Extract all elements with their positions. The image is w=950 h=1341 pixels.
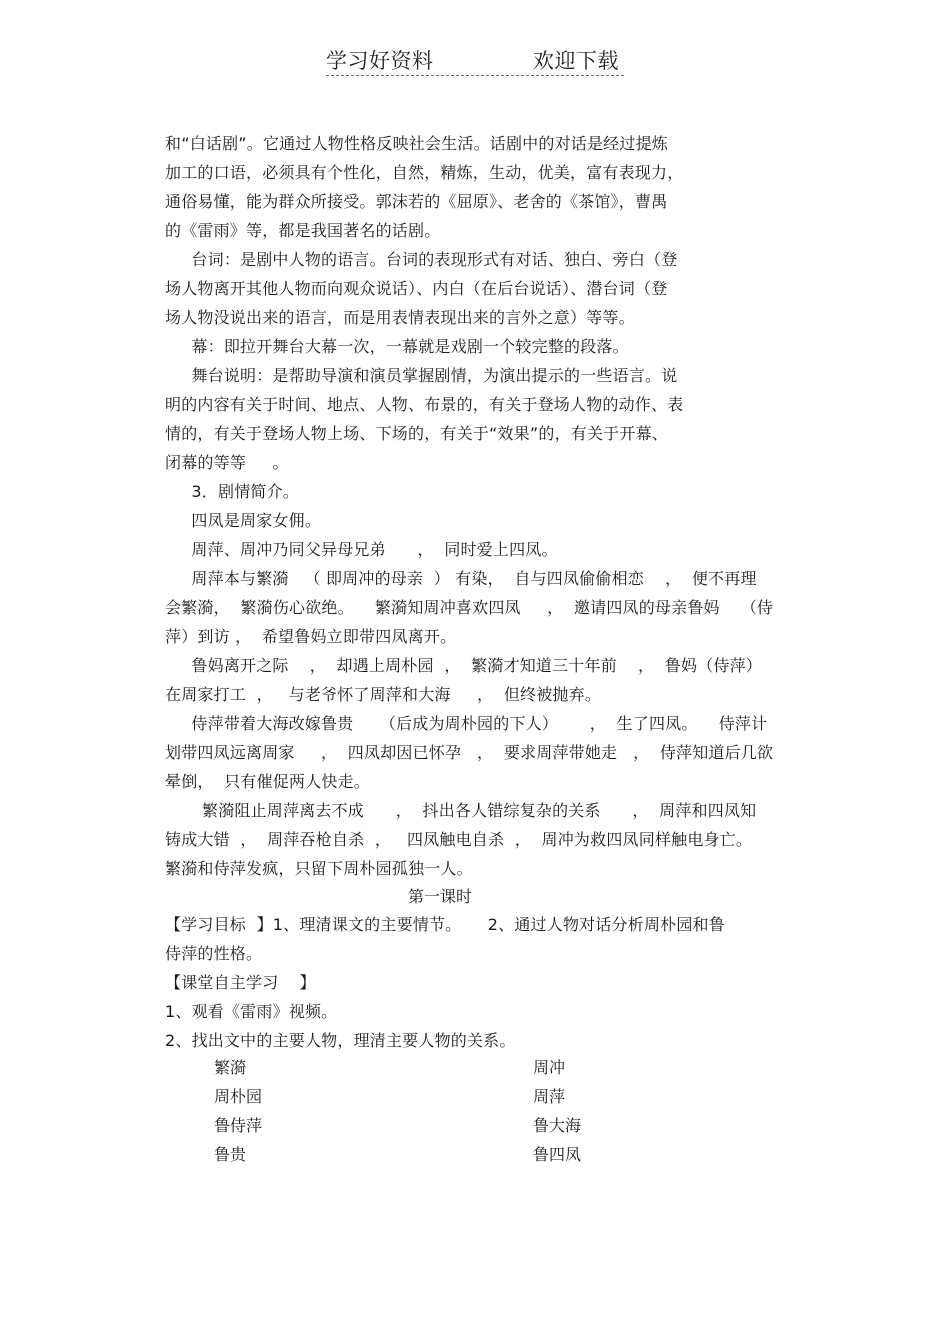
character-name: 繁漪 <box>214 1058 247 1077</box>
header-left-text: 学习好资料 <box>326 49 434 73</box>
paragraph-line: 场人物离开其他人物而向观众说话）、内白（在后台说话）、潜台词（登 <box>165 279 668 298</box>
paragraph-line: 通俗易懂，能为群众所接受。郭沫若的《屈原》、老舍的《茶馆》，曹禺 <box>165 192 668 211</box>
paragraph-line: 周萍、周冲乃同父异母兄弟 ， 同时爱上四凤。 <box>165 540 558 559</box>
character-name: 周朴园 <box>214 1087 263 1106</box>
paragraph-line: 明的内容有关于时间、地点、人物、布景的，有关于登场人物的动作、表 <box>165 395 684 414</box>
paragraph-line: 幕：即拉开舞台大幕一次，一幕就是戏剧一个较完整的段落。 <box>165 337 629 356</box>
section-heading: 【课堂自主学习 】 <box>165 973 316 992</box>
character-name: 鲁侍萍 <box>214 1116 263 1135</box>
paragraph-line: 繁漪和侍萍发疯，只留下周朴园孤独一人。 <box>165 859 473 878</box>
objective-line: 侍萍的性格。 <box>165 944 263 963</box>
paragraph-line: 闭幕的等等 。 <box>165 453 289 472</box>
paragraph-line: 鲁妈离开之际 ， 却遇上周朴园 ， 繁漪才知道三十年前 ， 鲁妈（侍萍） <box>165 656 763 675</box>
character-name: 鲁贵 <box>214 1145 247 1164</box>
character-name: 鲁四凤 <box>533 1145 582 1164</box>
header-dashed-rule <box>326 75 624 76</box>
paragraph-line: 繁漪阻止周萍离去不成 ， 抖出各人错综复杂的关系 ， 周萍和四凤知 <box>165 801 757 820</box>
character-name: 鲁大海 <box>533 1116 582 1135</box>
page-header <box>326 47 624 77</box>
paragraph-line: 台词：是剧中人物的语言。台词的表现形式有对话、独白、旁白（登 <box>165 250 678 269</box>
paragraph-line: 在周家打工 ， 与老爷怀了周萍和大海 ， 但终被抛弃。 <box>165 685 602 704</box>
paragraph-line: 周萍本与繁漪 （ 即周冲的母亲 ） 有染， 自与四凤偷偷相恋 ， 便不再理 <box>165 569 757 588</box>
task-line: 1、观看《雷雨》视频。 <box>165 1002 338 1021</box>
paragraph-line: 3．剧情简介。 <box>165 482 300 501</box>
character-name: 周冲 <box>533 1058 566 1077</box>
paragraph-line: 的《雷雨》等，都是我国著名的话剧。 <box>165 221 441 240</box>
paragraph-line: 场人物没说出来的语言，而是用表情表现出来的言外之意）等等。 <box>165 308 635 327</box>
task-line: 2、找出文中的主要人物，理清主要人物的关系。 <box>165 1031 516 1050</box>
header-right-text: 欢迎下载 <box>533 49 619 73</box>
paragraph-line: 四凤是周家女佣。 <box>165 511 322 530</box>
paragraph-line: 舞台说明：是帮助导演和演员掌握剧情，为演出提示的一些语言。说 <box>165 366 678 385</box>
lesson-title: 第一课时 <box>408 887 473 906</box>
paragraph-line: 萍）到访 ， 希望鲁妈立即带四凤离开。 <box>165 627 457 646</box>
objective-line: 【学习目标 】1、理清课文的主要情节。 2、通过人物对话分析周朴园和鲁 <box>165 915 725 934</box>
paragraph-line: 晕倒， 只有催促两人快走。 <box>165 772 370 791</box>
paragraph-line: 和“白话剧”。它通过人物性格反映社会生活。话剧中的对话是经过提炼 <box>165 134 668 153</box>
paragraph-line: 侍萍带着大海改嫁鲁贵 （后成为周朴园的下人） ， 生了四凤。 侍萍计 <box>165 714 768 733</box>
paragraph-line: 划带四凤远离周家 ， 四凤却因已怀孕 ， 要求周萍带她走 ， 侍萍知道后几欲 <box>165 743 774 762</box>
paragraph-line: 会繁漪， 繁漪伤心欲绝。 繁漪知周冲喜欢四凤 ， 邀请四凤的母亲鲁妈 （侍 <box>165 598 774 617</box>
paragraph-line: 情的，有关于登场人物上场、下场的，有关于“效果”的，有关于开幕、 <box>165 424 668 443</box>
character-name: 周萍 <box>533 1087 566 1106</box>
paragraph-line: 铸成大错 ， 周萍吞枪自杀 ， 四凤触电自杀 ， 周冲为救四凤同样触电身亡。 <box>165 830 753 849</box>
paragraph-line: 加工的口语，必须具有个性化，自然，精炼，生动，优美，富有表现力， <box>165 163 684 182</box>
